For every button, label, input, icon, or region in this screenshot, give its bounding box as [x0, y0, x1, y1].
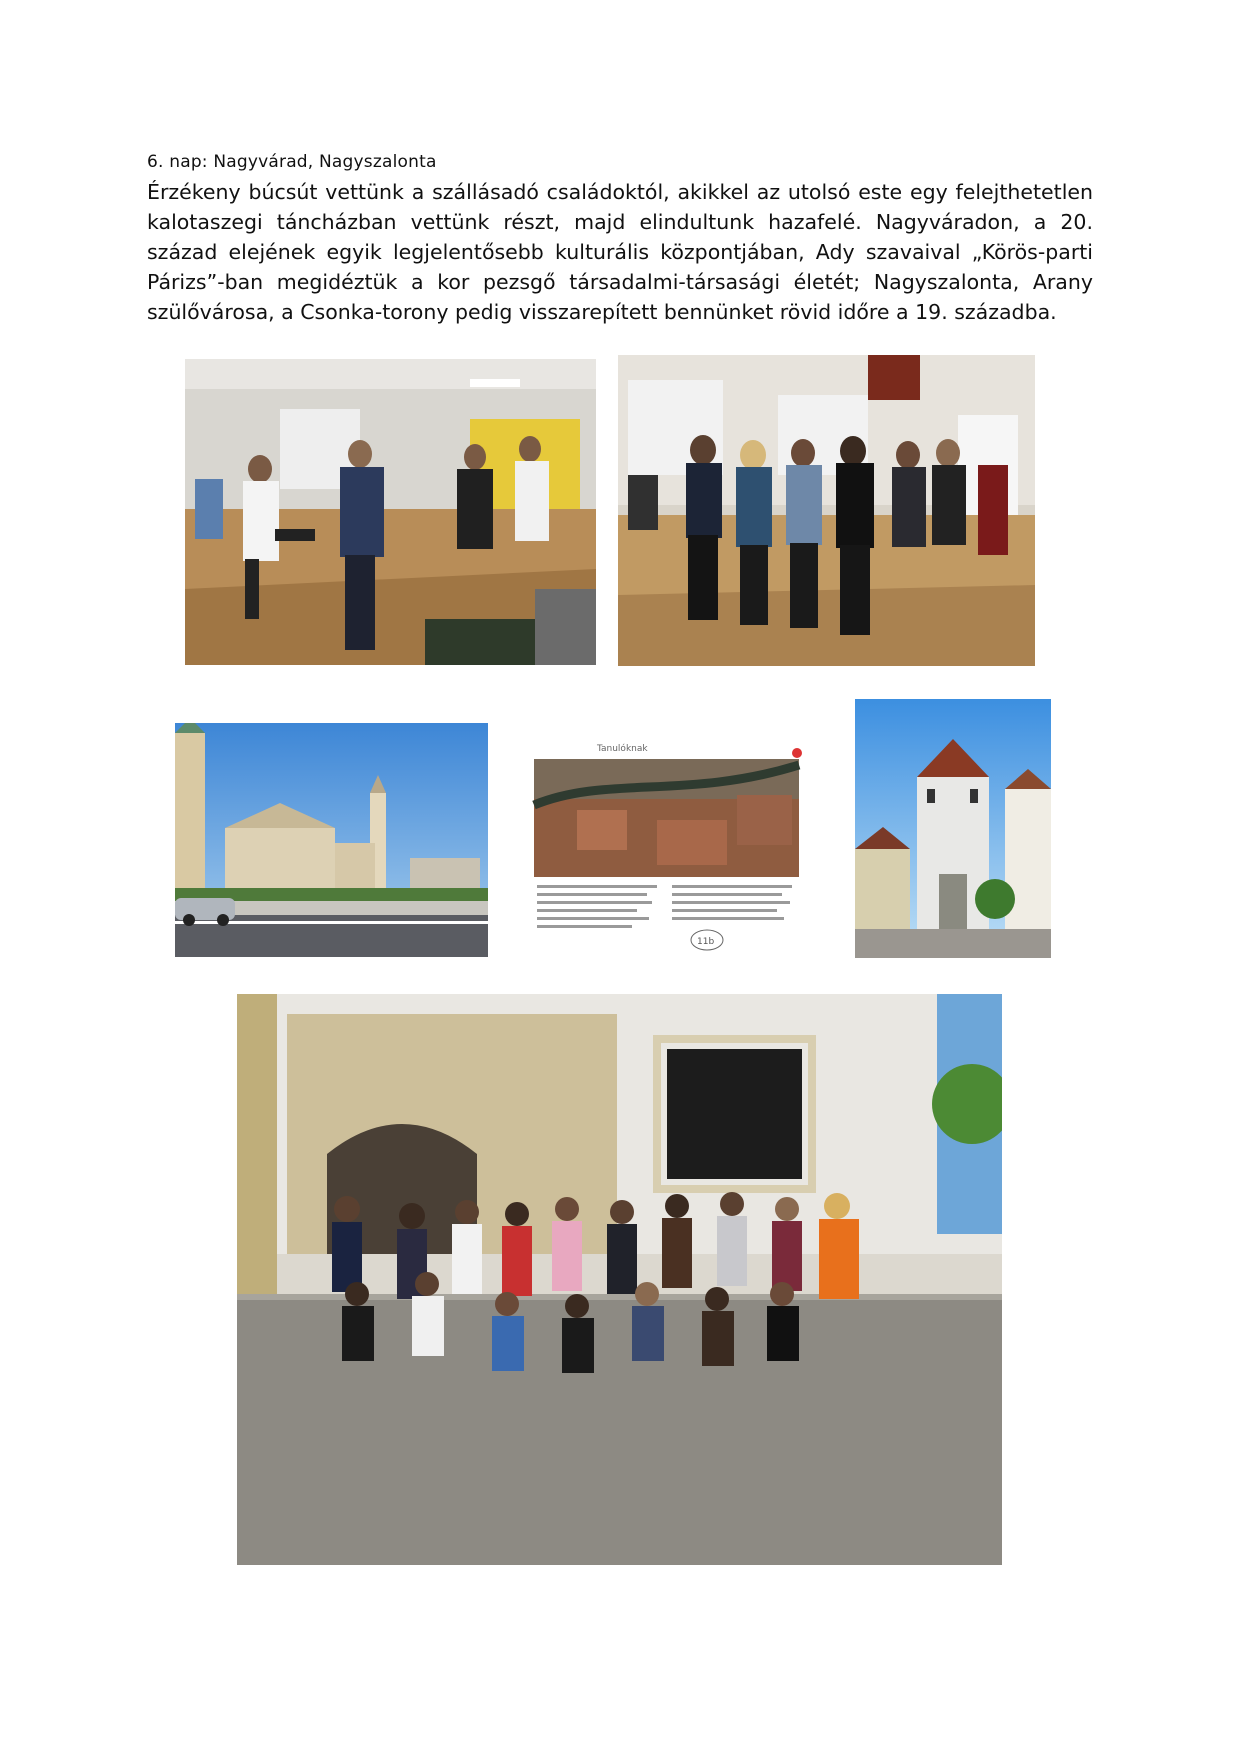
photo-dance-hall-boys: [185, 359, 596, 665]
body-paragraph: Érzékeny búcsút vettünk a szállásadó családoktól, akikkel az utolsó este egy felejthetetlen kalotaszegi táncházban vettünk részt, majd elindultunk hazafelé. Nagyváradon, a 20. század elejének egyik legjelentősebb kulturális központjában, Ady szavaival „Körös-parti Párizs”-ban megidéztük a kor pezsgő társadalmi-társasági életét; Nagyszalonta, Arany szülővárosa, a Csonka-torony pedig visszarepített bennünket rövid időre a 19. századba.: [147, 180, 1093, 324]
photo-oradea-map: [517, 735, 816, 956]
photo-oradea-city-hall: [175, 723, 488, 957]
photo-csonka-torony: [855, 699, 1051, 958]
section-heading: 6. nap: Nagyvárad, Nagyszalonta: [147, 152, 437, 172]
photo-circle-dance: [618, 355, 1035, 666]
handwritten-note: Tanulóknak: [597, 744, 648, 754]
handwritten-page-number: 11b: [697, 937, 715, 947]
photo-group-at-tower: [237, 994, 1002, 1565]
